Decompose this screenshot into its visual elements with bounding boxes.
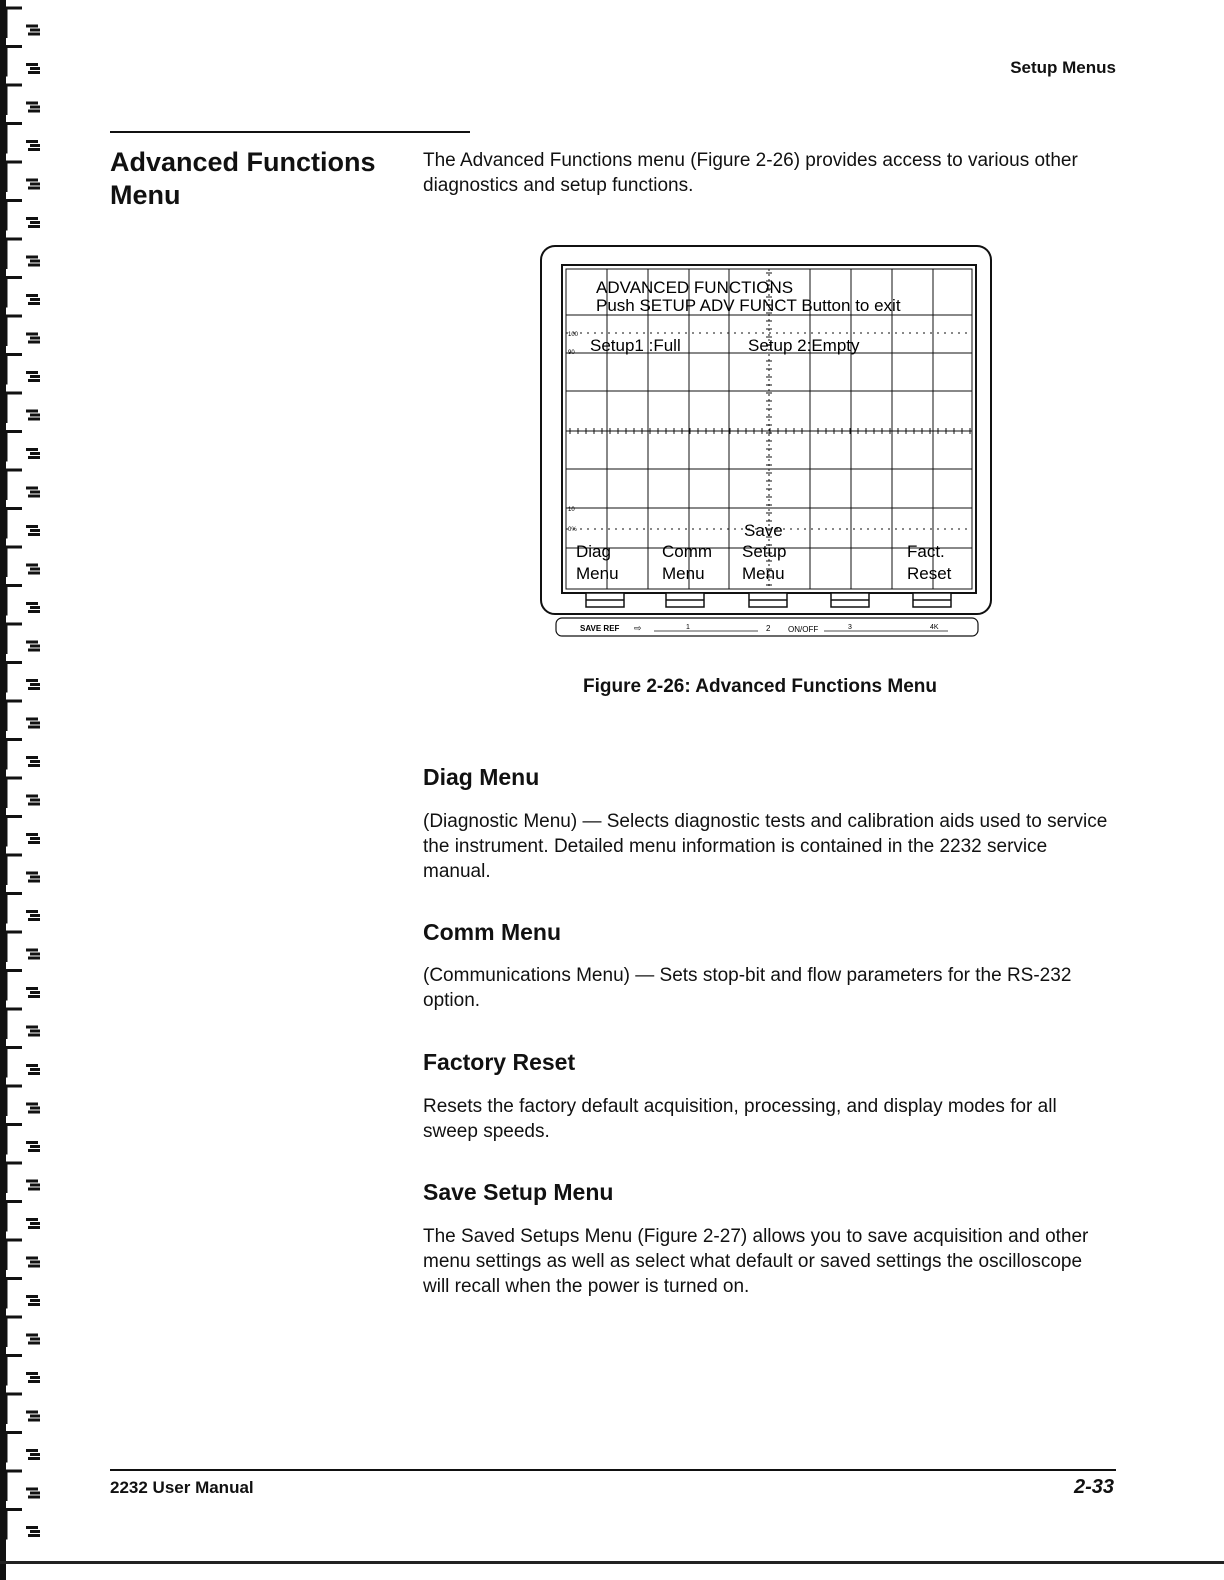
section-title: Advanced Functions Menu (110, 147, 376, 210)
screen-title: ADVANCED FUNCTIONS (596, 278, 794, 297)
bezel-num-2: 2 (766, 624, 771, 633)
factory-reset-heading: Factory Reset (423, 1049, 576, 1075)
page-edge (0, 1561, 1224, 1564)
scale-100: 100 (568, 332, 579, 338)
menu-diag-line1: Diag (576, 542, 611, 561)
binding-edge (0, 0, 50, 1580)
menu-comm-line2: Menu (662, 564, 705, 583)
arrow-icon: ⇨ (634, 623, 642, 633)
page-number: 2-33 (1073, 1476, 1114, 1498)
menu-save-line3: Menu (742, 564, 785, 583)
comm-menu-heading: Comm Menu (423, 919, 561, 945)
top-rule (110, 131, 470, 133)
menu-diag-line2: Menu (576, 564, 619, 583)
setup1-status: Setup1 :Full (590, 336, 681, 355)
factory-reset-body: Resets the factory default acquisition, processing, and display modes for all sweep speeds. (423, 1096, 1057, 1142)
menu-save-line1: Save (744, 521, 783, 540)
comm-menu-body: (Communications Menu) — Sets stop-bit and flow parameters for the RS-232 option. (423, 965, 1072, 1011)
menu-comm-line1: Comm (662, 542, 713, 561)
diag-menu-body: (Diagnostic Menu) — Selects diagnostic tests and calibration aids used to service the instrument. Detailed menu information is contained in the 2232 service manual. (423, 811, 1108, 882)
oscilloscope-screen-figure (538, 243, 998, 643)
menu-save-line2: Setup (742, 542, 787, 561)
scale-0: 0% (568, 527, 577, 533)
scale-90: 90 (568, 350, 575, 356)
bezel-num-3: 3 (848, 624, 852, 631)
diag-menu-heading: Diag Menu (423, 764, 540, 790)
bottom-rule (110, 1469, 1116, 1471)
on-off-label: ON/OFF (788, 625, 819, 634)
figure-caption: Figure 2-26: Advanced Functions Menu (583, 676, 938, 697)
scale-10: 10 (568, 507, 575, 513)
running-head: Setup Menus (1010, 58, 1116, 77)
footer-manual-title: 2232 User Manual (110, 1478, 254, 1497)
save-setup-body: The Saved Setups Menu (Figure 2-27) allows you to save acquisition and other menu settings as well as select what default or saved settings the oscilloscope will recall when the power is turned on. (423, 1226, 1089, 1297)
bezel-num-1: 1 (686, 624, 690, 631)
setup2-status: Setup 2:Empty (748, 336, 860, 355)
menu-reset-line1: Fact. (907, 542, 945, 561)
menu-reset-line2: Reset (907, 564, 952, 583)
save-setup-heading: Save Setup Menu (423, 1179, 614, 1205)
bezel-4k: 4K (930, 624, 939, 631)
screen-exit-hint: Push SETUP ADV FUNCT Button to exit (596, 296, 901, 315)
intro-paragraph: The Advanced Functions menu (Figure 2-26) provides access to various other diagnostics and setup functions. (423, 150, 1078, 196)
save-ref-label: SAVE REF (580, 624, 620, 633)
